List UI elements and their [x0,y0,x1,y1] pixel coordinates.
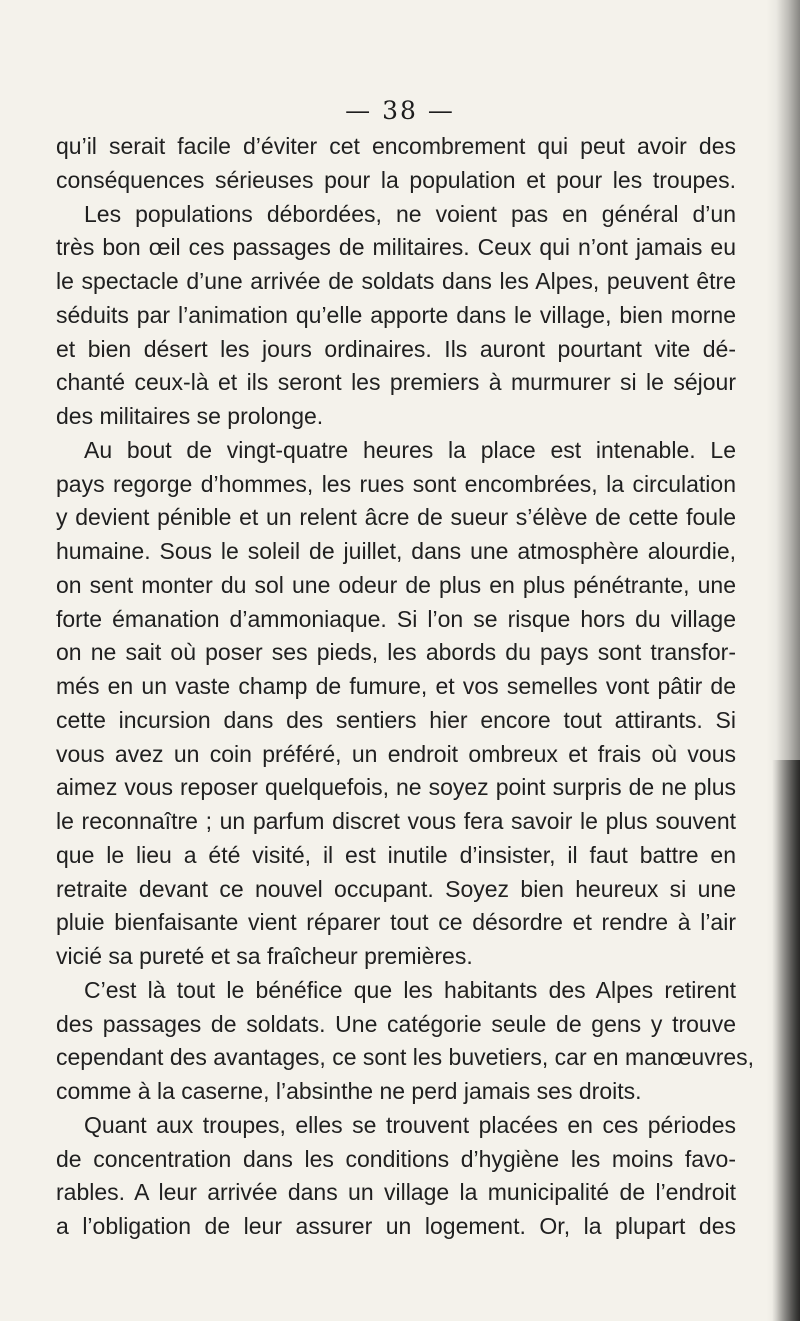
text-line: comme à la caserne, l’absinthe ne perd jamais ses droits. [56,1078,642,1104]
text-line: séduits par l’animation qu’elle apporte dans le village, bien morne [56,301,736,328]
text-line: chanté ceux-là et ils seront les premiers à murmurer si le séjour [56,369,736,396]
text-line: très bon œil ces passages de militaires. Ceux qui n’ont jamais eu [56,234,736,261]
text-line: des militaires se prolonge. [56,403,324,429]
text-line: de concentration dans les conditions d’hygiène les moins favo- [56,1145,736,1172]
text-line: aimez vous reposer quelquefois, ne soyez point surpris de ne plus [56,774,736,801]
page-number: — 38 — [345,96,455,125]
text-line: pluie bienfaisante vient réparer tout ce désordre et rendre à l’air [56,909,736,936]
text-line: retraite devant ce nouvel occupant. Soyez bien heureux si une [56,875,736,902]
text-line: cependant des avantages, ce sont les buvetiers, car en manœuvres, [56,1044,755,1071]
text-line: a l’obligation de leur assurer un logement. Or, la plupart des [56,1213,736,1239]
text-line: vous avez un coin préféré, un endroit ombreux et frais où vous [56,740,736,767]
text-line: conséquences sérieuses pour la population et pour les troupes. [56,166,736,193]
text-line: on sent monter du sol une odeur de plus en plus pénétrante, une [56,571,736,598]
text-line: cette incursion dans des sentiers hier encore tout attirants. Si [56,706,736,733]
binding-shadow [772,760,800,1321]
text-line: vicié sa pureté et sa fraîcheur premières. [56,943,473,969]
text-line: Au bout de vingt-quatre heures la place est intenable. Le [84,436,736,463]
text-line: forte émanation d’ammoniaque. Si l’on se risque hors du village [56,605,736,632]
text-line: més en un vaste champ de fumure, et vos semelles vont pâtir de [56,673,736,699]
text-line: humaine. Sous le soleil de juillet, dans une atmosphère alourdie, [56,538,736,564]
text-line: rables. A leur arrivée dans un village la municipalité de l’endroit [56,1179,736,1206]
text-line: Les populations débordées, ne voient pas en général d’un [84,200,736,227]
text-line: et bien désert les jours ordinaires. Ils auront pourtant vite dé- [56,335,736,362]
text-line: qu’il serait facile d’éviter cet encombrement qui peut avoir des [56,133,736,159]
text-line: y devient pénible et un relent âcre de sueur s’élève de cette foule [56,504,736,531]
text-line: on ne sait où poser ses pieds, les abords du pays sont transfor- [56,639,736,666]
text-line: des passages de soldats. Une catégorie seule de gens y trouve [56,1010,736,1037]
body-text [56,130,755,1244]
text-line: Quant aux troupes, elles se trouvent placées en ces périodes [84,1111,736,1138]
text-line: pays regorge d’hommes, les rues sont encombrées, la circulation [56,470,736,497]
text-line: que le lieu a été visité, il est inutile d’insister, il faut battre en [56,841,736,868]
text-line: le spectacle d’une arrivée de soldats dans les Alpes, peuvent être [56,268,736,294]
text-line: C’est là tout le bénéfice que les habitants des Alpes retirent [84,976,736,1003]
text-line: le reconnaître ; un parfum discret vous fera savoir le plus souvent [56,808,736,834]
